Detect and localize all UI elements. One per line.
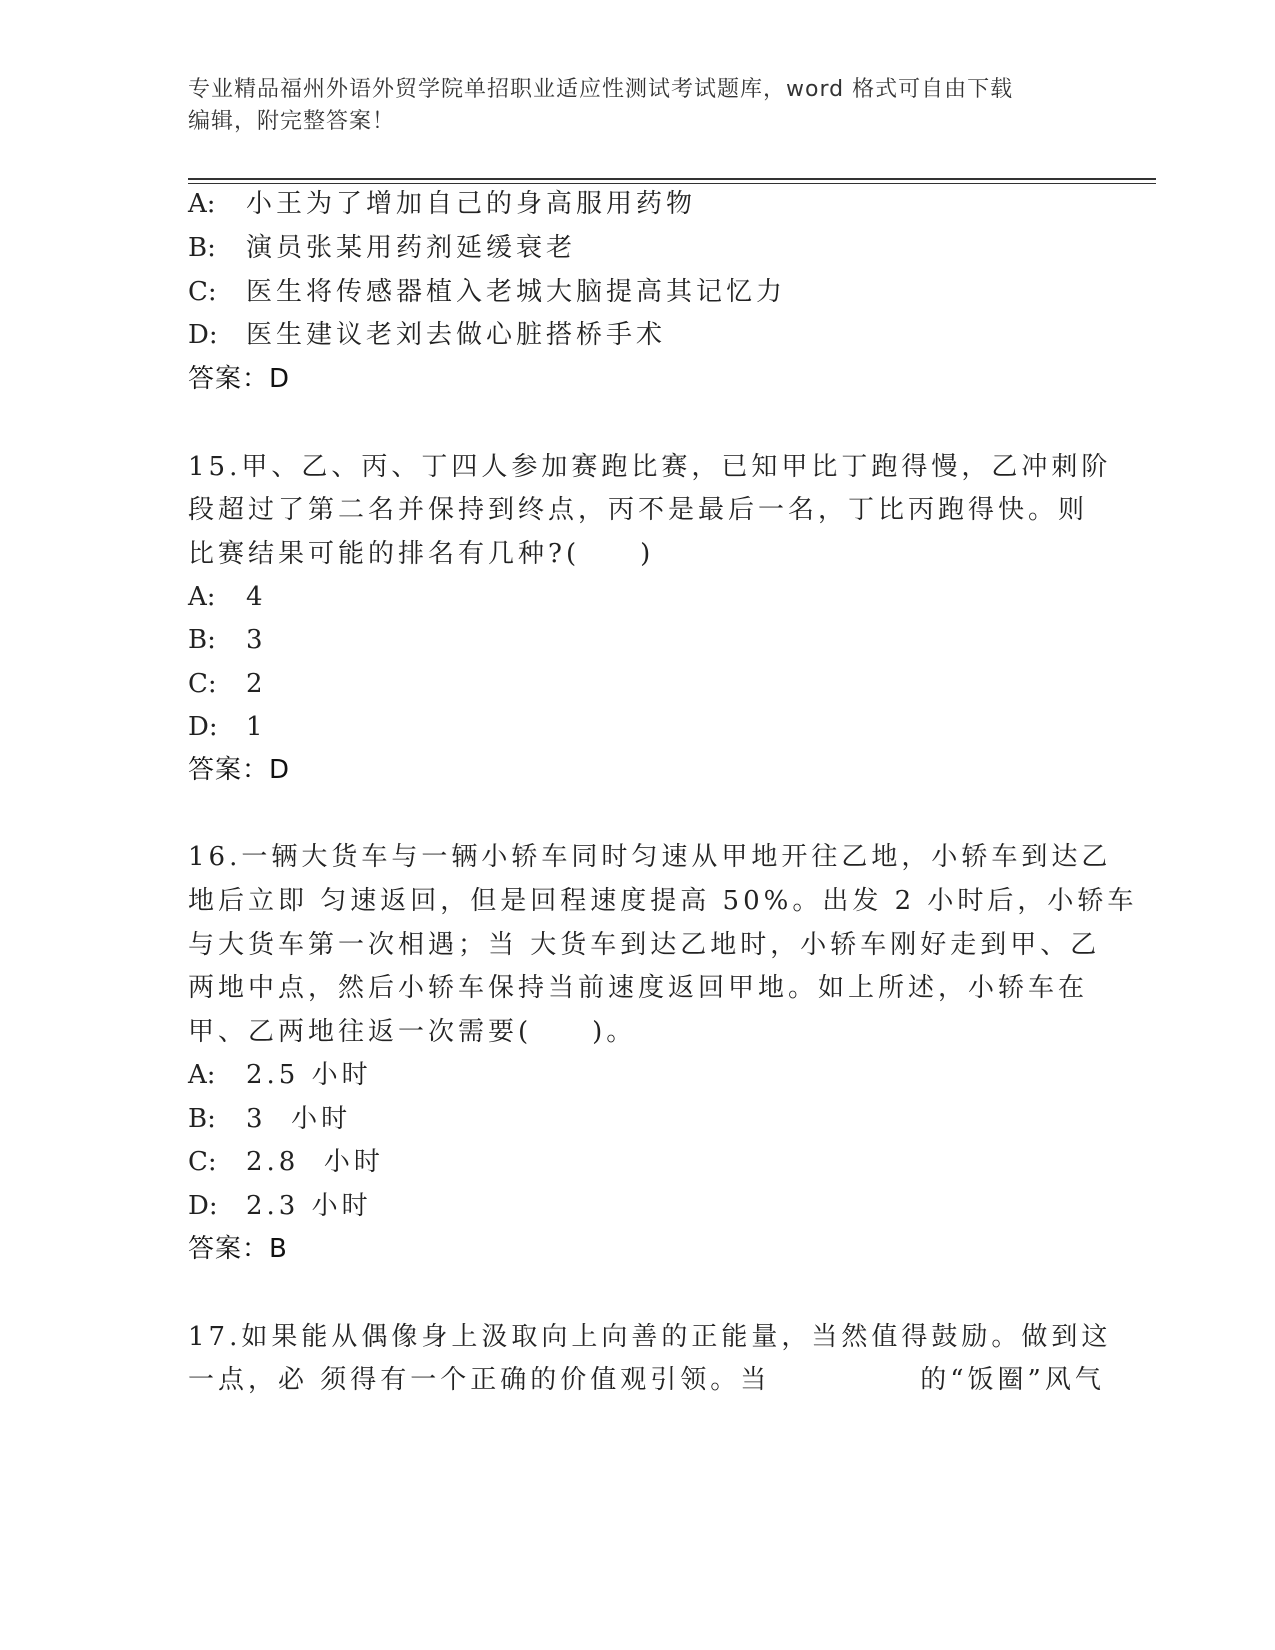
question-text-line: 比赛结果可能的排名有几种?( ) [188, 539, 655, 569]
header-rule [188, 178, 1156, 180]
question-text-line: 段超过了第二名并保持到终点，丙不是最后一名，丁比丙跑得快。则 [188, 495, 1089, 525]
question-text-line: 16.一辆大货车与一辆小轿车同时匀速从甲地开往乙地，小轿车到达乙 [188, 842, 1112, 872]
answer: 答案：B [188, 1234, 288, 1264]
question-text-line: 17.如果能从偶像身上汲取向上向善的正能量，当然值得鼓励。做到这 [188, 1322, 1112, 1352]
question-text-line: 与大货车第一次相遇；当 大货车到达乙地时，小轿车刚好走到甲、乙 [188, 930, 1101, 960]
option-b: B: 演员张某用药剂延缓衰老 [188, 233, 577, 263]
option-d: D: 2.3 小时 [188, 1191, 372, 1221]
option-c: C: 2 [188, 669, 267, 699]
answer: 答案：D [188, 755, 291, 785]
document-header [188, 74, 1068, 138]
option-c: C: 医生将传感器植入老城大脑提高其记忆力 [188, 277, 787, 307]
option-a: A: 4 [188, 582, 267, 612]
question-text-line: 15.甲、乙、丙、丁四人参加赛跑比赛，已知甲比丁跑得慢，乙冲刺阶 [188, 452, 1112, 482]
option-b: B: 3 [188, 625, 267, 655]
option-d: D: 1 [188, 712, 267, 742]
header-line-2: 编辑，附完整答案！ [188, 109, 396, 134]
header-line-1: 专业精品福州外语外贸学院单招职业适应性测试考试题库，word 格式可自由下载 [188, 77, 1014, 102]
option-c: C: 2.8 小时 [188, 1147, 384, 1177]
question-text-line: 甲、乙两地往返一次需要( )。 [188, 1017, 637, 1047]
option-a: A: 小王为了增加自己的身高服用药物 [188, 189, 697, 219]
answer: 答案：D [188, 364, 291, 394]
question-text-line: 两地中点，然后小轿车保持当前速度返回甲地。如上所述，小轿车在 [188, 973, 1089, 1003]
option-b: B: 3 小时 [188, 1104, 352, 1134]
header-rule-thin [188, 183, 1156, 184]
question-text-line: 地后立即 匀速返回，但是回程速度提高 50%。出发 2 小时后，小轿车 [188, 886, 1138, 916]
option-d: D: 医生建议老刘去做心脏搭桥手术 [188, 320, 667, 350]
option-a: A: 2.5 小时 [188, 1060, 372, 1090]
question-text-line: 一点，必 须得有一个正确的价值观引领。当 的“饭圈”风气 [188, 1365, 1105, 1395]
